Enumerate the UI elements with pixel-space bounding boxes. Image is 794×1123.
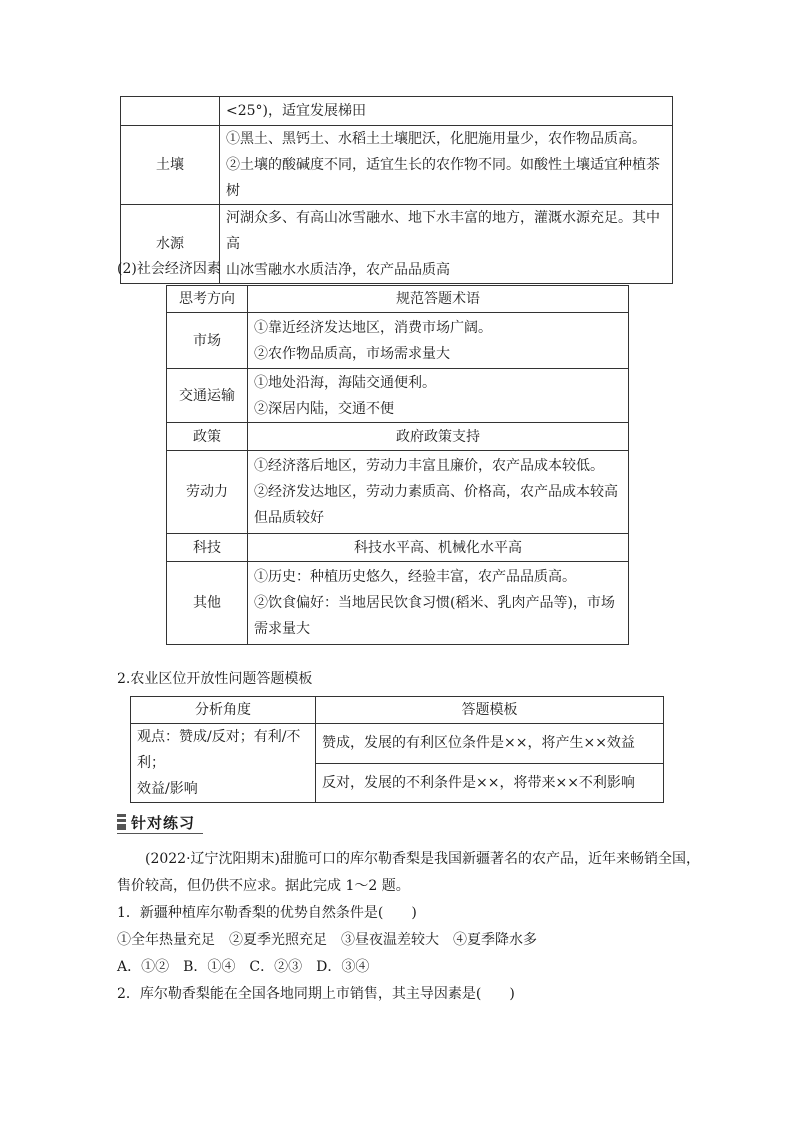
row-content: 科技水平高、机械化水平高 [248, 534, 629, 562]
row-content: 河湖众多、有高山冰雪融水、地下水丰富的地方，灌溉水源充足。其中高 山冰雪融水水质洁净，农产品品质高 [220, 205, 673, 284]
row-label: 政策 [167, 423, 248, 451]
table-row [131, 724, 664, 764]
row-content: ①地处沿海，海陆交通便利。 ②深居内陆，交通不便 [248, 369, 629, 423]
row-content: ①历史：种植历史悠久，经验丰富，农产品品质高。 ②饮食偏好：当地居民饮食习惯(稻米、乳肉产品等)，市场 需求量大 [248, 562, 629, 645]
table-row [167, 451, 629, 534]
row-content: ①经济落后地区，劳动力丰富且廉价，农产品成本较低。 ②经济发达地区，劳动力素质高、价格高，农产品成本较高 但品质较好 [248, 451, 629, 534]
column-header: 思考方向 [167, 286, 248, 313]
row-label: 观点：赞成/反对；有利/不利； 效益/影响 [131, 724, 316, 803]
table-row [121, 97, 673, 126]
question-1-choices: A．①② B．①④ C．②③ D．③④ [117, 959, 370, 975]
row-content: <25°)，适宜发展梯田 [220, 97, 673, 126]
table-row [167, 562, 629, 645]
table-row [121, 126, 673, 205]
row-label [121, 97, 220, 126]
row-content: ①黑土、黑钙土、水稻土土壤肥沃，化肥施用量少，农作物品质高。 ②土壤的酸碱度不同，适宜生长的农作物不同。如酸性土壤适宜种植茶树 [220, 126, 673, 205]
row-content: 反对，发展的不利条件是××，将带来××不利影响 [316, 763, 664, 803]
section-marker-icon [117, 814, 126, 830]
section-underline [117, 833, 203, 834]
social-economic-factors-table [166, 285, 629, 645]
row-label: 市场 [167, 313, 248, 369]
row-label: 土壤 [121, 126, 220, 205]
question-intro-line-1: (2022·辽宁沈阳期末)甜脆可口的库尔勒香梨是我国新疆著名的农产品，近年来畅销全国， [145, 851, 701, 867]
table-row [167, 313, 629, 369]
row-content: ①靠近经济发达地区，消费市场广阔。 ②农作物品质高，市场需求量大 [248, 313, 629, 369]
row-label: 水源 [121, 205, 220, 284]
row-label: 其他 [167, 562, 248, 645]
practice-section-header [117, 812, 203, 832]
column-header: 分析角度 [131, 697, 316, 724]
column-header: 答题模板 [316, 697, 664, 724]
row-label: 劳动力 [167, 451, 248, 534]
table-header-row [131, 697, 664, 724]
row-label: 科技 [167, 534, 248, 562]
table-header-row [167, 286, 629, 313]
row-content: 赞成，发展的有利区位条件是××，将产生××效益 [316, 724, 664, 764]
section-heading-template: 2.农业区位开放性问题答题模板 [117, 671, 313, 687]
table-row [167, 369, 629, 423]
column-header: 规范答题术语 [248, 286, 629, 313]
answer-template-table [130, 696, 664, 803]
question-1: 1．新疆种植库尔勒香梨的优势自然条件是( ) [117, 905, 417, 921]
question-1-options: ①全年热量充足 ②夏季光照充足 ③昼夜温差较大 ④夏季降水多 [117, 932, 537, 948]
question-intro-line-2: 售价较高，但仍供不应求。据此完成 1～2 题。 [117, 878, 410, 894]
table-row [167, 423, 629, 451]
table-row [167, 534, 629, 562]
section-heading-social-economic: (2)社会经济因素 [117, 261, 221, 277]
practice-title: 针对练习 [131, 814, 196, 832]
row-content: 政府政策支持 [248, 423, 629, 451]
question-2: 2．库尔勒香梨能在全国各地同期上市销售，其主导因素是( ) [117, 986, 515, 1002]
row-label: 交通运输 [167, 369, 248, 423]
